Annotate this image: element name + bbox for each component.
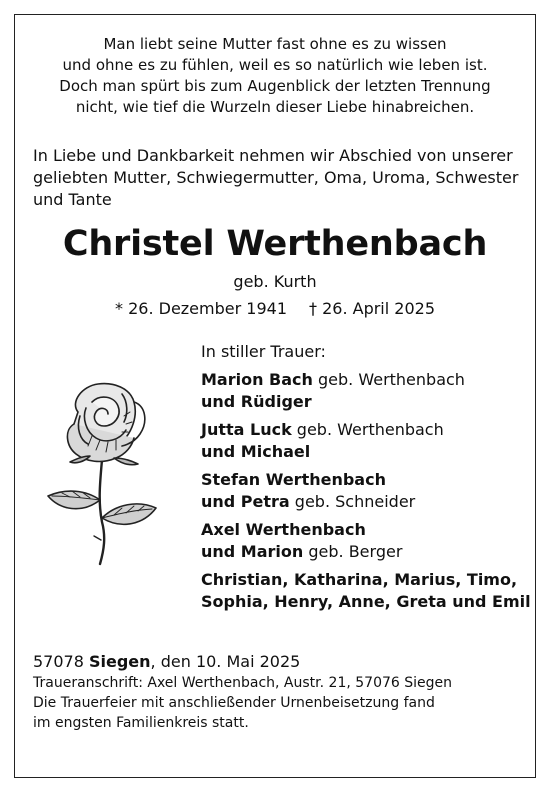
poem-line: Doch man spürt bis zum Augenblick der letzten Trennung xyxy=(59,77,491,95)
mourners-list xyxy=(201,341,541,613)
mourner-name: Axel Werthenbach xyxy=(201,520,366,539)
rose-illustration xyxy=(30,372,180,572)
poem-line: und ohne es zu fühlen, weil es so natürlich wie leben ist. xyxy=(62,56,488,74)
mourner-group xyxy=(201,419,541,463)
mourner-note: geb. Berger xyxy=(303,542,403,561)
maiden-name: geb. Kurth xyxy=(233,272,317,291)
grandchildren-line: Christian, Katharina, Marius, Timo, xyxy=(201,570,518,589)
place-and-date xyxy=(33,651,533,673)
ceremony-line: Die Trauerfeier mit anschließender Urnenbeisetzung fand xyxy=(33,695,435,711)
notice-date: , den 10. Mai 2025 xyxy=(150,652,301,671)
mourner-group xyxy=(201,469,541,513)
mourner-name: Marion Bach xyxy=(201,370,313,389)
city-name: Siegen xyxy=(88,652,151,671)
death-date: † 26. April 2025 xyxy=(309,299,435,318)
mourner-partner: und Petra xyxy=(201,492,290,511)
intro-line: geliebten Mutter, Schwiegermutter, Oma, Uroma, Schwester xyxy=(33,168,519,187)
mourner-partner: und Marion xyxy=(201,542,304,561)
poem-line: Man liebt seine Mutter fast ohne es zu wissen xyxy=(103,35,447,53)
deceased-name: Christel Werthenbach xyxy=(62,224,488,264)
mourner-name: Jutta Luck xyxy=(201,420,292,439)
mourner-note: geb. Schneider xyxy=(289,492,416,511)
mourning-address: Traueranschrift: Axel Werthenbach, Austr. 21, 57076 Siegen xyxy=(33,675,453,691)
mourner-group xyxy=(201,519,541,563)
mourner-partner: und Michael xyxy=(201,442,311,461)
grandchildren-line: Sophia, Henry, Anne, Greta und Emil xyxy=(201,592,531,611)
mourner-note: geb. Werthenbach xyxy=(312,370,465,389)
mourners-header: In stiller Trauer: xyxy=(201,342,326,361)
footer-block xyxy=(33,651,533,733)
mourner-note: geb. Werthenbach xyxy=(291,420,444,439)
ceremony-line: im engsten Familienkreis statt. xyxy=(33,715,249,731)
grandchildren-list xyxy=(201,569,541,613)
birth-date: * 26. Dezember 1941 xyxy=(115,299,287,318)
intro-line: In Liebe und Dankbarkeit nehmen wir Abschied von unserer xyxy=(33,146,513,165)
intro-line: und Tante xyxy=(33,190,112,209)
zip-code: 57078 xyxy=(33,652,89,671)
mourner-partner: und Rüdiger xyxy=(201,392,312,411)
life-dates xyxy=(0,297,550,321)
mourner-name: Stefan Werthenbach xyxy=(201,470,386,489)
poem-line: nicht, wie tief die Wurzeln dieser Liebe hinabreichen. xyxy=(75,98,475,116)
poem-block xyxy=(0,34,550,118)
mourner-group xyxy=(201,369,541,413)
intro-text xyxy=(33,145,533,211)
